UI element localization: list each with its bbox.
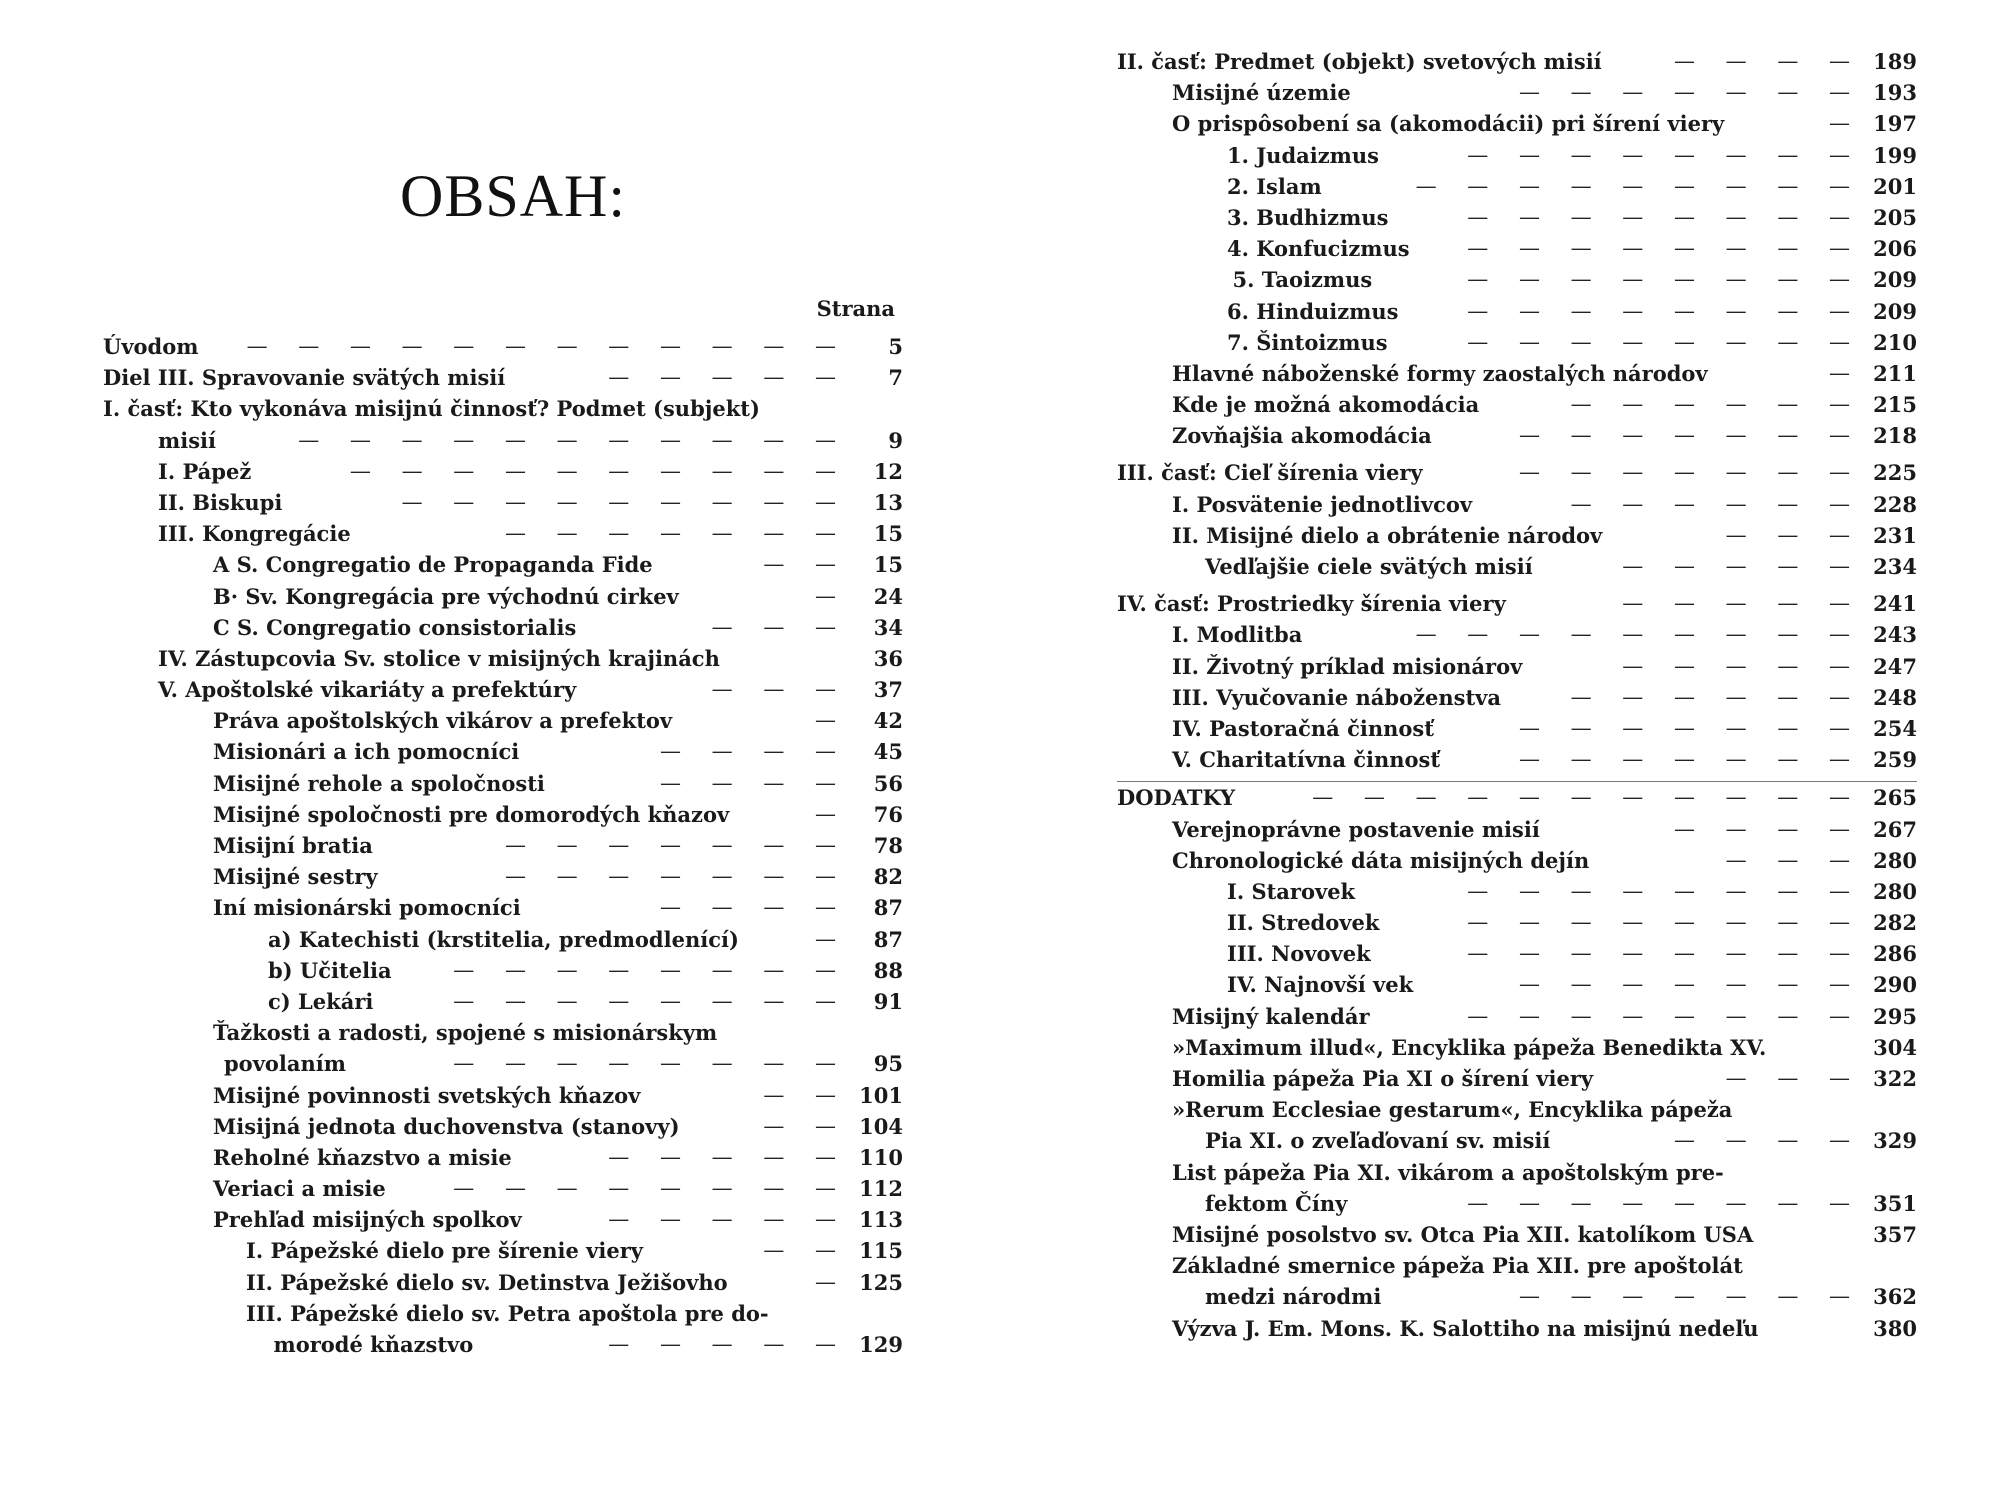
toc-entry-leader: — — — — — — — — <box>453 1051 848 1076</box>
toc-entry <box>103 393 903 424</box>
toc-entry-title: II. Biskupi <box>158 489 283 515</box>
toc-entry-page-number: 5 <box>888 334 903 359</box>
toc-entry-title: Misijné územie <box>1172 80 1351 106</box>
toc-entry <box>1117 744 1917 775</box>
toc-entry-leader: — — — — — <box>608 365 848 390</box>
toc-entry-page-number: 241 <box>1873 591 1917 617</box>
toc-entry-page-number: 209 <box>1873 267 1917 293</box>
toc-entry <box>1117 1063 1917 1094</box>
toc-entry-leader: — <box>1829 360 1862 385</box>
toc-entry-leader: — — — — — — — — — — <box>349 458 848 483</box>
toc-entry-title: II. Stredovek <box>1227 910 1380 936</box>
toc-entry-title: Diel III. Spravovanie svätých misií <box>103 365 506 391</box>
toc-entry-leader: — — — — — — — — — <box>1415 622 1862 647</box>
toc-entry <box>1117 1125 1917 1156</box>
toc-entry-leader: — <box>1829 111 1862 136</box>
toc-entry-page-number: 201 <box>1873 173 1917 199</box>
toc-entry-page-number: 259 <box>1873 747 1917 773</box>
toc-entry-page-number: 267 <box>1873 816 1917 842</box>
toc-entry <box>103 1017 903 1048</box>
toc-entry-title: A S. Congregatio de Propaganda Fide <box>213 552 653 578</box>
toc-entry-title: V. Apoštolské vikariáty a prefektúry <box>158 677 577 703</box>
toc-entry-title: B· Sv. Kongregácia pre východnú cirkev <box>213 583 679 609</box>
toc-entry-title: Práva apoštolských vikárov a prefektov <box>213 708 673 734</box>
toc-entry-page-number: 304 <box>1873 1034 1917 1060</box>
toc-entry-leader: — — — — — — — <box>504 833 848 857</box>
toc-entry <box>1117 1188 1917 1219</box>
toc-entry <box>103 986 903 1017</box>
toc-entry-title: Chronologické dáta misijných dejín <box>1172 847 1590 873</box>
toc-entry <box>1117 520 1917 551</box>
toc-entry <box>1117 1219 1917 1250</box>
toc-entry-title: »Rerum Ecclesiae gestarum«, Encyklika pápeža <box>1172 1097 1733 1123</box>
toc-entry-title: b) Učitelia <box>268 957 392 983</box>
toc-entry-page-number: 113 <box>859 1207 903 1233</box>
toc-entry <box>1117 814 1917 845</box>
toc-entry-page-number: 193 <box>1873 80 1917 106</box>
toc-entry-page-number: 231 <box>1873 522 1917 548</box>
toc-entry-page-number: 87 <box>873 926 903 952</box>
toc-entry-leader: — — <box>763 1082 848 1107</box>
toc-entry-leader: — — — — — — — — <box>1467 1003 1862 1028</box>
toc-entry-title: Misijné sestry <box>213 864 378 890</box>
toc-entry <box>103 362 903 393</box>
toc-entry-leader: — — — — — — — <box>1518 80 1862 105</box>
toc-entry-leader: — — — <box>1725 847 1862 872</box>
toc-entry-leader: — — — — — — <box>1570 684 1862 709</box>
toc-entry-page-number: 76 <box>873 801 903 827</box>
toc-entry-leader: — — — — — — — — — <box>401 489 848 514</box>
toc-entry-title: IV. Pastoračná činnosť <box>1172 715 1434 741</box>
toc-entry-title: 6. Hinduizmus <box>1227 298 1399 324</box>
toc-entry <box>103 861 903 892</box>
toc-entry-title: Ťažkosti a radosti, spojené s misionárskym <box>213 1020 718 1046</box>
toc-entry <box>1117 1032 1917 1063</box>
toc-entry-page-number: 286 <box>1873 941 1917 967</box>
toc-entry-leader: — — — <box>1725 522 1862 547</box>
toc-entry-page-number: 282 <box>1873 910 1917 936</box>
toc-entry <box>103 487 903 518</box>
toc-entry-page-number: 295 <box>1873 1003 1917 1029</box>
toc-entry-page-number: 104 <box>859 1113 903 1139</box>
toc-entry-leader: — — — — — — — <box>504 521 848 546</box>
toc-entry-title: 1. Judaizmus <box>1227 142 1379 168</box>
toc-entry-title: III. časť: Cieľ šírenia viery <box>1117 460 1423 486</box>
toc-entry-leader: — — — — — — — <box>1518 460 1862 485</box>
toc-entry <box>103 643 903 674</box>
toc-entry <box>1117 781 1917 813</box>
toc-entry <box>1117 420 1917 451</box>
toc-entry-title: Verejnoprávne postavenie misií <box>1172 816 1540 842</box>
toc-entry-page-number: 95 <box>873 1051 903 1077</box>
toc-entry <box>1117 233 1917 264</box>
toc-entry-title: 2. Islam <box>1227 173 1322 199</box>
toc-entry-page-number: 78 <box>873 833 903 858</box>
toc-entry-page-number: 280 <box>1873 878 1917 904</box>
toc-entry-leader: — — — — — — — <box>504 864 848 889</box>
toc-entry-leader: — <box>815 926 848 951</box>
toc-entry-page-number: 351 <box>1873 1190 1917 1216</box>
toc-entry-title: c) Lekári <box>268 988 374 1014</box>
toc-entry <box>1117 682 1917 713</box>
toc-entry-leader: — — — — — — — — — — — <box>298 427 848 452</box>
toc-entry-title: Veriaci a misie <box>213 1176 386 1202</box>
toc-entry-leader: — — — — — — — — <box>1467 298 1862 323</box>
toc-entry-title: Misijné posolstvo sv. Otca Pia XII. katolíkom USA <box>1172 1221 1754 1247</box>
toc-entry-page-number: 210 <box>1873 329 1917 355</box>
toc-entry-page-number: 15 <box>873 552 903 578</box>
toc-entry <box>1117 171 1917 202</box>
toc-entry-title: a) Katechisti (krstitelia, predmodlenící) <box>268 926 739 952</box>
toc-entry <box>103 456 903 487</box>
toc-entry-page-number: 37 <box>873 677 903 703</box>
toc-entry-title: Misionári a ich pomocníci <box>213 739 520 765</box>
toc-entry-title: 5. Taoizmus <box>1232 267 1373 293</box>
toc-entry-leader: — — — — — — — — <box>453 988 848 1013</box>
toc-entry <box>1117 588 1917 619</box>
toc-entry-leader: — — — <box>711 677 848 702</box>
toc-entry-leader: — — — — — <box>608 1332 848 1356</box>
toc-entry-title: III. Kongregácie <box>158 521 351 547</box>
toc-entry-page-number: 322 <box>1873 1066 1917 1091</box>
toc-entry-page-number: 362 <box>1873 1284 1917 1310</box>
toc-entry <box>103 1329 903 1360</box>
toc-entry-title: Homilia pápeža Pia XI o šírení viery <box>1172 1066 1594 1091</box>
toc-entry-title: 4. Konfucizmus <box>1227 236 1410 262</box>
toc-entry <box>1117 651 1917 682</box>
toc-entry-title: 3. Budhizmus <box>1227 204 1389 230</box>
toc-entry-page-number: 112 <box>859 1176 903 1202</box>
toc-list-left <box>103 331 903 1360</box>
toc-entry-page-number: 248 <box>1873 684 1917 710</box>
toc-entry <box>1117 457 1917 488</box>
toc-entry <box>103 1048 903 1079</box>
toc-entry-title: IV. časť: Prostriedky šírenia viery <box>1117 591 1506 617</box>
toc-entry-leader: — — — — — — — <box>1518 715 1862 740</box>
toc-entry-page-number: 56 <box>873 770 903 796</box>
toc-entry-leader: — — — — — — — — <box>1467 1190 1862 1215</box>
toc-entry-title: Misijná jednota duchovenstva (stanovy) <box>213 1113 680 1139</box>
toc-entry-page-number: 357 <box>1873 1221 1917 1247</box>
toc-entry-leader: — — — — — — — — <box>1467 329 1862 354</box>
toc-entry-title: fektom Číny <box>1205 1190 1348 1216</box>
toc-entry <box>103 425 903 456</box>
toc-entry-page-number: 24 <box>873 583 903 609</box>
toc-entry-title: povolaním <box>224 1051 346 1077</box>
toc-entry-leader: — — — — — — — — <box>1467 142 1862 167</box>
toc-entry-leader: — — — — — <box>608 1144 848 1169</box>
toc-entry-leader: — — — — — <box>1622 554 1862 578</box>
toc-entry-leader: — <box>815 1269 848 1294</box>
toc-entry <box>1117 327 1917 358</box>
toc-entry-leader: — — — — — — <box>1570 392 1862 417</box>
toc-entry-page-number: 218 <box>1873 423 1917 449</box>
toc-entry-title: Misijný kalendár <box>1172 1003 1370 1029</box>
toc-entry <box>1117 108 1917 139</box>
toc-entry-page-number: 205 <box>1873 204 1917 230</box>
page-title: OBSAH: <box>400 163 627 229</box>
toc-entry <box>103 1142 903 1173</box>
toc-entry <box>103 674 903 705</box>
toc-entry <box>1117 1281 1917 1312</box>
toc-entry-page-number: 211 <box>1873 360 1917 386</box>
toc-entry-page-number: 125 <box>859 1269 903 1295</box>
toc-entry-title: medzi národmi <box>1205 1284 1382 1310</box>
toc-entry-title: Hlavné náboženské formy zaostalých národov <box>1172 360 1708 386</box>
toc-entry <box>1117 202 1917 233</box>
toc-entry <box>103 799 903 830</box>
toc-entry-leader: — — — — — — — — <box>1467 204 1862 229</box>
toc-entry <box>103 612 903 643</box>
toc-entry-page-number: 15 <box>873 521 903 547</box>
toc-entry-leader: — — — — — — — <box>1518 747 1862 772</box>
toc-entry <box>1117 1313 1917 1344</box>
toc-entry-title: I. Modlitba <box>1172 622 1303 648</box>
toc-entry-page-number: 215 <box>1873 392 1917 418</box>
toc-entry <box>1117 938 1917 969</box>
toc-entry-page-number: 101 <box>859 1082 903 1108</box>
toc-entry <box>103 1204 903 1235</box>
toc-entry <box>1117 296 1917 327</box>
toc-entry <box>103 924 903 955</box>
toc-entry-leader: — — — — — — <box>1570 491 1862 516</box>
toc-entry <box>1117 77 1917 108</box>
toc-entry-page-number: 115 <box>859 1238 903 1264</box>
toc-entry-page-number: 82 <box>873 864 903 890</box>
toc-entry-title: 7. Šintoizmus <box>1227 329 1388 355</box>
toc-entry <box>103 892 903 923</box>
toc-entry-page-number: 265 <box>1873 785 1917 811</box>
toc-entry-page-number: 280 <box>1873 847 1917 873</box>
toc-entry-title: Iní misionárski pomocníci <box>213 895 521 921</box>
toc-entry <box>1117 876 1917 907</box>
toc-entry <box>1117 969 1917 1000</box>
toc-entry-title: Zovňajšia akomodácia <box>1172 423 1432 449</box>
toc-entry-leader: — — — — — — — <box>1518 423 1862 448</box>
toc-entry-title: I. Posvätenie jednotlivcov <box>1172 491 1473 517</box>
toc-entry-leader: — — — <box>1725 1066 1862 1090</box>
toc-entry-title: III. Vyučovanie náboženstva <box>1172 684 1501 710</box>
toc-entry-page-number: 7 <box>888 365 903 391</box>
toc-entry-title: morodé kňazstvo <box>273 1332 474 1357</box>
toc-entry-leader: — — — — <box>659 895 848 920</box>
toc-entry-title: Misijné povinnosti svetských kňazov <box>213 1082 641 1108</box>
toc-entry <box>1117 1001 1917 1032</box>
toc-entry-leader: — — — — — — — — <box>1467 267 1862 292</box>
toc-entry <box>1117 1157 1917 1188</box>
toc-entry-page-number: 189 <box>1873 49 1917 74</box>
toc-entry-title: IV. Najnovší vek <box>1227 972 1414 998</box>
toc-entry-leader: — — <box>763 552 848 577</box>
toc-entry <box>103 1298 903 1329</box>
toc-entry-page-number: 110 <box>859 1144 903 1170</box>
toc-entry-title: misií <box>158 427 216 453</box>
toc-entry <box>103 1111 903 1142</box>
toc-entry <box>1117 713 1917 744</box>
toc-entry <box>1117 264 1917 295</box>
toc-list-right <box>1117 46 1917 1344</box>
toc-entry-title: III. Novovek <box>1227 941 1371 967</box>
toc-entry-page-number: 91 <box>873 988 903 1014</box>
toc-entry <box>103 955 903 986</box>
toc-entry <box>1117 551 1917 582</box>
toc-entry-page-number: 42 <box>873 708 903 734</box>
toc-entry-page-number: 247 <box>1873 653 1917 679</box>
toc-entry-leader: — — — — <box>1673 49 1862 73</box>
toc-entry-title: DODATKY <box>1117 785 1236 811</box>
toc-entry-title: Kde je možná akomodácia <box>1172 392 1480 418</box>
toc-entry <box>103 736 903 767</box>
toc-entry-title: C S. Congregatio consistorialis <box>213 614 577 640</box>
toc-entry-leader: — — — — — — — — <box>1467 910 1862 935</box>
toc-entry <box>1117 619 1917 650</box>
toc-entry <box>103 518 903 549</box>
toc-entry <box>1117 46 1917 77</box>
toc-entry <box>103 1235 903 1266</box>
page-column-header: Strana <box>816 296 895 321</box>
toc-entry-leader: — — — — — — — — — — — — <box>246 334 848 358</box>
toc-entry <box>103 581 903 612</box>
toc-entry-page-number: 206 <box>1873 236 1917 262</box>
toc-entry-page-number: 13 <box>873 489 903 515</box>
toc-entry-page-number: 228 <box>1873 491 1917 517</box>
toc-entry-page-number: 45 <box>873 739 903 765</box>
toc-entry-page-number: 225 <box>1873 460 1917 486</box>
toc-entry-title: I. časť: Kto vykonáva misijnú činnosť? Podmet (subjekt) <box>103 396 760 422</box>
toc-entry-leader: — <box>815 708 848 733</box>
toc-entry-leader: — — — — <box>1673 816 1862 841</box>
toc-entry-title: Výzva J. Em. Mons. K. Salottiho na misijnú nedeľu <box>1172 1315 1759 1341</box>
toc-entry <box>1117 358 1917 389</box>
toc-entry-page-number: 87 <box>873 895 903 921</box>
toc-entry <box>1117 845 1917 876</box>
toc-entry-leader: — <box>815 801 848 826</box>
toc-entry-leader: — — — — — — — <box>1518 972 1862 997</box>
toc-entry-leader: — — — — — — — — <box>1467 878 1862 903</box>
toc-entry-page-number: 254 <box>1873 715 1917 741</box>
right-page <box>1000 0 2004 1500</box>
toc-entry-leader: — — — — <box>1673 1128 1862 1153</box>
toc-entry-leader: — — — — — — — <box>1518 1284 1862 1309</box>
toc-entry-page-number: 34 <box>873 614 903 640</box>
toc-entry <box>103 830 903 861</box>
toc-entry-title: Misijní bratia <box>213 833 373 858</box>
toc-entry-page-number: 243 <box>1873 622 1917 648</box>
toc-entry-leader: — — — — — — — — <box>1467 941 1862 966</box>
toc-entry-title: Vedľajšie ciele svätých misií <box>1205 554 1533 579</box>
toc-entry-page-number: 329 <box>1873 1128 1917 1154</box>
toc-entry <box>1117 389 1917 420</box>
toc-entry-page-number: 234 <box>1873 554 1917 579</box>
toc-entry-title: »Maximum illud«, Encyklika pápeža Benedikta XV. <box>1172 1034 1767 1060</box>
toc-entry <box>103 549 903 580</box>
toc-entry-title: Úvodom <box>103 334 199 359</box>
toc-entry-page-number: 36 <box>873 645 903 671</box>
toc-entry <box>1117 907 1917 938</box>
toc-entry <box>103 1080 903 1111</box>
toc-entry <box>1117 140 1917 171</box>
toc-entry-page-number: 88 <box>873 957 903 983</box>
toc-entry-title: II. Misijné dielo a obrátenie národov <box>1172 522 1603 548</box>
toc-entry-title: List pápeža Pia XI. vikárom a apoštolským pre- <box>1172 1159 1724 1185</box>
toc-entry-title: Misijné rehole a spoločnosti <box>213 770 545 796</box>
toc-entry-title: III. Pápežské dielo sv. Petra apoštola pre do- <box>246 1300 769 1326</box>
toc-entry-title: Základné smernice pápeža Pia XII. pre apoštolát <box>1172 1253 1743 1279</box>
toc-entry-title: IV. Zástupcovia Sv. stolice v misijných krajinách <box>158 645 720 671</box>
toc-entry <box>1117 1250 1917 1281</box>
toc-entry-leader: — <box>815 583 848 608</box>
toc-entry <box>103 768 903 799</box>
toc-entry-title: O prispôsobení sa (akomodácii) pri šírení viery <box>1172 111 1725 137</box>
toc-entry <box>103 1173 903 1204</box>
toc-entry-page-number: 290 <box>1873 972 1917 998</box>
toc-entry-title: Prehľad misijných spolkov <box>213 1207 522 1233</box>
toc-entry <box>103 331 903 362</box>
toc-entry <box>1117 489 1917 520</box>
toc-entry-page-number: 209 <box>1873 298 1917 324</box>
toc-entry <box>1117 1094 1917 1125</box>
toc-entry-title: Pia XI. o zveľaďovaní sv. misií <box>1205 1128 1551 1154</box>
toc-entry-leader: — — — — — — — — — <box>1415 173 1862 198</box>
toc-entry-leader: — — — — <box>659 739 848 764</box>
toc-entry-title: I. Pápež <box>158 458 252 484</box>
toc-entry-leader: — — — — <box>659 770 848 795</box>
toc-entry-title: Reholné kňazstvo a misie <box>213 1144 512 1170</box>
toc-entry-page-number: 12 <box>873 458 903 484</box>
toc-entry-title: II. časť: Predmet (objekt) svetových misií <box>1117 49 1602 74</box>
toc-entry-title: II. Pápežské dielo sv. Detinstva Ježišovho <box>246 1269 728 1295</box>
toc-entry <box>103 1267 903 1298</box>
toc-entry-page-number: 380 <box>1873 1315 1917 1341</box>
toc-entry-title: II. Životný príklad misionárov <box>1172 653 1523 679</box>
left-page <box>0 0 1000 1500</box>
toc-entry-leader: — — <box>763 1238 848 1263</box>
toc-entry-title: I. Pápežské dielo pre šírenie viery <box>246 1238 643 1264</box>
toc-entry-page-number: 199 <box>1873 142 1917 168</box>
toc-entry-title: V. Charitatívna činnosť <box>1172 747 1441 773</box>
toc-entry-leader: — — — — — — — — <box>453 957 848 982</box>
toc-entry-leader: — — — — — — — — <box>453 1176 848 1201</box>
toc-entry-leader: — — — — — <box>1622 653 1862 678</box>
toc-entry-page-number: 197 <box>1873 111 1917 137</box>
toc-entry-leader: — — — — — — — — <box>1467 236 1862 261</box>
toc-entry <box>103 705 903 736</box>
toc-entry-page-number: 129 <box>859 1332 903 1357</box>
toc-entry-leader: — — — — — — — — — — — <box>1312 785 1862 810</box>
toc-entry-leader: — — — — — <box>1622 591 1862 616</box>
toc-entry-page-number: 9 <box>888 427 903 453</box>
toc-entry-leader: — — — — — <box>608 1207 848 1232</box>
toc-entry-leader: — — — <box>711 614 848 639</box>
toc-entry-leader: — — <box>763 1113 848 1138</box>
toc-entry-title: I. Starovek <box>1227 878 1356 904</box>
toc-entry-title: Misijné spoločnosti pre domorodých kňazov <box>213 801 730 827</box>
